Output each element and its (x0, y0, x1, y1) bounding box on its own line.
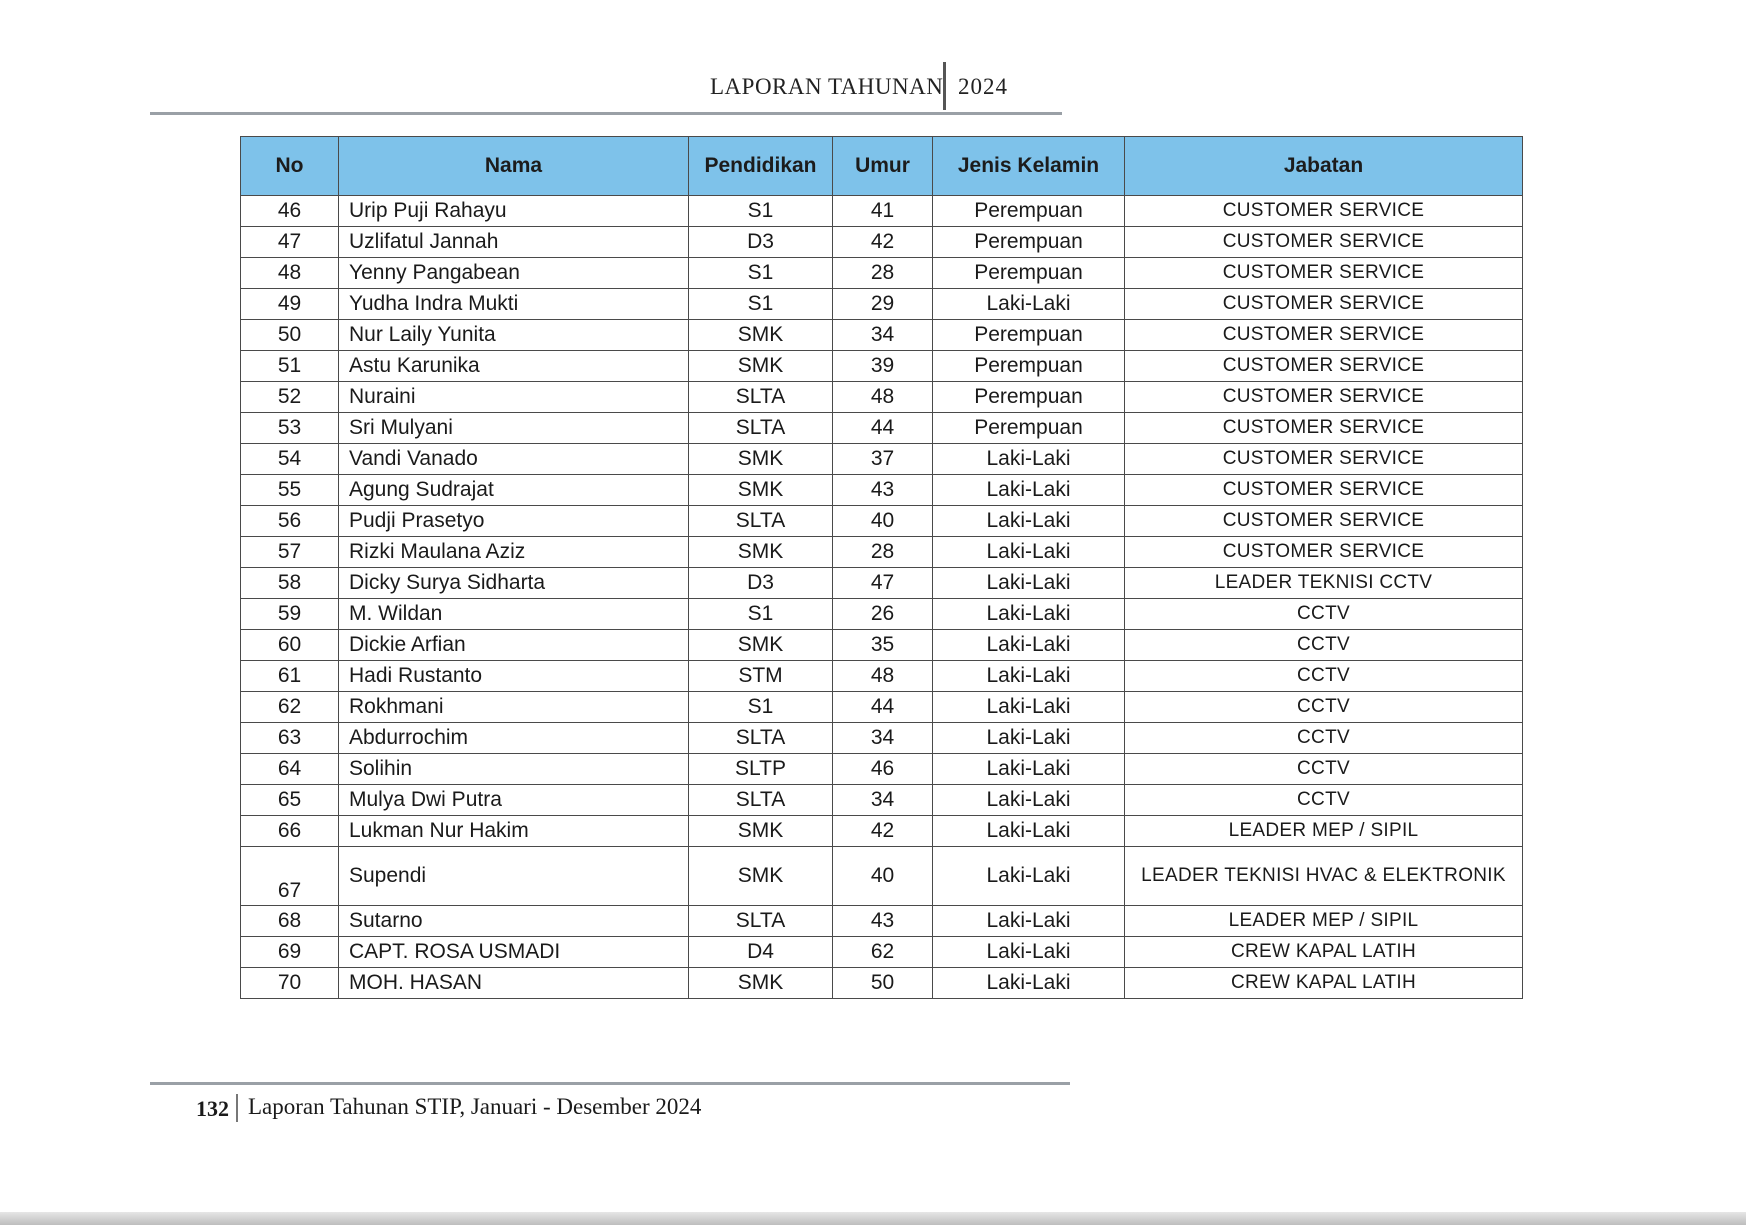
cell-no: 47 (241, 227, 339, 258)
cell-pendidikan: SMK (689, 537, 833, 568)
table-row (241, 196, 1523, 227)
cell-nama: Nur Laily Yunita (339, 320, 689, 351)
cell-no: 68 (241, 906, 339, 937)
cell-jenis-kelamin: Laki-Laki (933, 692, 1125, 723)
cell-umur: 34 (833, 785, 933, 816)
cell-pendidikan: S1 (689, 258, 833, 289)
cell-jabatan: LEADER MEP / SIPIL (1125, 816, 1523, 847)
cell-no: 50 (241, 320, 339, 351)
cell-nama: Urip Puji Rahayu (339, 196, 689, 227)
cell-nama: MOH. HASAN (339, 968, 689, 999)
cell-pendidikan: SLTP (689, 754, 833, 785)
cell-jenis-kelamin: Laki-Laki (933, 723, 1125, 754)
table-row (241, 723, 1523, 754)
cell-jabatan: CUSTOMER SERVICE (1125, 258, 1523, 289)
cell-umur: 44 (833, 692, 933, 723)
col-header-pendidikan: Pendidikan (689, 137, 833, 196)
cell-nama: Hadi Rustanto (339, 661, 689, 692)
table-row (241, 475, 1523, 506)
cell-umur: 29 (833, 289, 933, 320)
cell-pendidikan: SMK (689, 444, 833, 475)
cell-nama: Lukman Nur Hakim (339, 816, 689, 847)
cell-jabatan: CCTV (1125, 754, 1523, 785)
cell-no: 48 (241, 258, 339, 289)
cell-jabatan: CREW KAPAL LATIH (1125, 968, 1523, 999)
cell-no: 64 (241, 754, 339, 785)
cell-nama: Dickie Arfian (339, 630, 689, 661)
cell-jenis-kelamin: Laki-Laki (933, 785, 1125, 816)
cell-nama: Vandi Vanado (339, 444, 689, 475)
cell-nama: Solihin (339, 754, 689, 785)
cell-no: 66 (241, 816, 339, 847)
cell-pendidikan: SLTA (689, 413, 833, 444)
table-row (241, 351, 1523, 382)
table-row (241, 816, 1523, 847)
header-divider (943, 62, 946, 110)
cell-pendidikan: SMK (689, 351, 833, 382)
cell-jabatan: CUSTOMER SERVICE (1125, 196, 1523, 227)
cell-nama: Dicky Surya Sidharta (339, 568, 689, 599)
cell-umur: 40 (833, 847, 933, 906)
cell-jenis-kelamin: Laki-Laki (933, 568, 1125, 599)
cell-nama: CAPT. ROSA USMADI (339, 937, 689, 968)
cell-jenis-kelamin: Perempuan (933, 320, 1125, 351)
cell-umur: 46 (833, 754, 933, 785)
cell-pendidikan: D4 (689, 937, 833, 968)
cell-umur: 42 (833, 227, 933, 258)
cell-no: 56 (241, 506, 339, 537)
cell-no: 53 (241, 413, 339, 444)
cell-no: 59 (241, 599, 339, 630)
cell-nama: Yenny Pangabean (339, 258, 689, 289)
cell-nama: Sutarno (339, 906, 689, 937)
table-row (241, 537, 1523, 568)
header-rule (150, 112, 1062, 115)
table-row (241, 506, 1523, 537)
cell-umur: 44 (833, 413, 933, 444)
cell-umur: 48 (833, 382, 933, 413)
cell-no: 61 (241, 661, 339, 692)
cell-umur: 62 (833, 937, 933, 968)
cell-nama: Uzlifatul Jannah (339, 227, 689, 258)
cell-jabatan: CUSTOMER SERVICE (1125, 320, 1523, 351)
cell-nama: Agung Sudrajat (339, 475, 689, 506)
cell-nama: Supendi (339, 847, 689, 906)
footer-caption: Laporan Tahunan STIP, Januari - Desember 2024 (248, 1094, 702, 1119)
cell-no: 60 (241, 630, 339, 661)
cell-umur: 48 (833, 661, 933, 692)
cell-jenis-kelamin: Laki-Laki (933, 599, 1125, 630)
cell-jenis-kelamin: Perempuan (933, 196, 1125, 227)
scan-edge-shadow (0, 1212, 1746, 1225)
table-row (241, 661, 1523, 692)
table-head (241, 137, 1523, 196)
cell-no: 51 (241, 351, 339, 382)
cell-jabatan: CUSTOMER SERVICE (1125, 351, 1523, 382)
col-header-no: No (241, 137, 339, 196)
cell-umur: 43 (833, 475, 933, 506)
cell-no: 69 (241, 937, 339, 968)
cell-umur: 47 (833, 568, 933, 599)
cell-jabatan: CREW KAPAL LATIH (1125, 937, 1523, 968)
cell-no: 52 (241, 382, 339, 413)
cell-nama: Abdurrochim (339, 723, 689, 754)
cell-nama: Astu Karunika (339, 351, 689, 382)
cell-pendidikan: STM (689, 661, 833, 692)
cell-jenis-kelamin: Laki-Laki (933, 506, 1125, 537)
cell-jabatan: CUSTOMER SERVICE (1125, 475, 1523, 506)
footer-divider (236, 1094, 238, 1122)
table-row (241, 382, 1523, 413)
cell-nama: Yudha Indra Mukti (339, 289, 689, 320)
cell-pendidikan: SLTA (689, 723, 833, 754)
cell-umur: 37 (833, 444, 933, 475)
cell-pendidikan: SMK (689, 847, 833, 906)
col-header-nama: Nama (339, 137, 689, 196)
cell-jenis-kelamin: Laki-Laki (933, 906, 1125, 937)
cell-umur: 26 (833, 599, 933, 630)
cell-no: 55 (241, 475, 339, 506)
cell-jabatan: CUSTOMER SERVICE (1125, 444, 1523, 475)
cell-no: 70 (241, 968, 339, 999)
cell-nama: Mulya Dwi Putra (339, 785, 689, 816)
cell-jabatan: CUSTOMER SERVICE (1125, 382, 1523, 413)
table-row (241, 568, 1523, 599)
cell-pendidikan: SLTA (689, 785, 833, 816)
cell-jabatan: CCTV (1125, 630, 1523, 661)
cell-jabatan: CCTV (1125, 785, 1523, 816)
cell-pendidikan: SLTA (689, 506, 833, 537)
table-row (241, 289, 1523, 320)
table-row (241, 692, 1523, 723)
table-row (241, 754, 1523, 785)
cell-jenis-kelamin: Laki-Laki (933, 968, 1125, 999)
cell-jabatan: CCTV (1125, 692, 1523, 723)
cell-no: 57 (241, 537, 339, 568)
cell-nama: M. Wildan (339, 599, 689, 630)
page-header (150, 62, 1062, 114)
cell-jabatan: CUSTOMER SERVICE (1125, 537, 1523, 568)
page-number: 132 (196, 1096, 229, 1121)
cell-umur: 50 (833, 968, 933, 999)
cell-no: 67 (241, 847, 339, 906)
cell-pendidikan: S1 (689, 692, 833, 723)
table-row (241, 413, 1523, 444)
cell-jenis-kelamin: Laki-Laki (933, 847, 1125, 906)
cell-pendidikan: S1 (689, 289, 833, 320)
cell-jenis-kelamin: Laki-Laki (933, 816, 1125, 847)
table-row (241, 227, 1523, 258)
cell-umur: 34 (833, 723, 933, 754)
cell-jabatan: CUSTOMER SERVICE (1125, 506, 1523, 537)
cell-jabatan: CUSTOMER SERVICE (1125, 227, 1523, 258)
cell-no: 63 (241, 723, 339, 754)
cell-jenis-kelamin: Perempuan (933, 258, 1125, 289)
cell-no: 46 (241, 196, 339, 227)
cell-jabatan: LEADER TEKNISI CCTV (1125, 568, 1523, 599)
cell-no: 58 (241, 568, 339, 599)
cell-umur: 40 (833, 506, 933, 537)
table-row (241, 785, 1523, 816)
table-row (241, 847, 1523, 906)
cell-pendidikan: SMK (689, 320, 833, 351)
report-title: LAPORAN TAHUNAN (710, 74, 944, 99)
table-body (241, 196, 1523, 999)
cell-nama: Pudji Prasetyo (339, 506, 689, 537)
staff-table (240, 136, 1523, 999)
cell-jenis-kelamin: Laki-Laki (933, 754, 1125, 785)
table-row (241, 630, 1523, 661)
cell-jabatan: CCTV (1125, 599, 1523, 630)
cell-umur: 42 (833, 816, 933, 847)
cell-jenis-kelamin: Perempuan (933, 227, 1125, 258)
cell-umur: 39 (833, 351, 933, 382)
cell-pendidikan: SMK (689, 630, 833, 661)
header-row (241, 137, 1523, 196)
cell-jabatan: CCTV (1125, 661, 1523, 692)
table-row (241, 968, 1523, 999)
cell-jenis-kelamin: Laki-Laki (933, 630, 1125, 661)
cell-pendidikan: SMK (689, 816, 833, 847)
cell-pendidikan: SMK (689, 968, 833, 999)
report-year: 2024 (958, 74, 1008, 99)
cell-jabatan: CCTV (1125, 723, 1523, 754)
cell-umur: 41 (833, 196, 933, 227)
cell-no: 62 (241, 692, 339, 723)
cell-jabatan: CUSTOMER SERVICE (1125, 289, 1523, 320)
table-row (241, 320, 1523, 351)
cell-nama: Nuraini (339, 382, 689, 413)
cell-pendidikan: D3 (689, 227, 833, 258)
cell-jenis-kelamin: Laki-Laki (933, 289, 1125, 320)
cell-no: 49 (241, 289, 339, 320)
table-row (241, 599, 1523, 630)
cell-umur: 28 (833, 258, 933, 289)
cell-jenis-kelamin: Laki-Laki (933, 537, 1125, 568)
table-row (241, 258, 1523, 289)
cell-pendidikan: S1 (689, 196, 833, 227)
cell-pendidikan: D3 (689, 568, 833, 599)
cell-nama: Rokhmani (339, 692, 689, 723)
cell-umur: 43 (833, 906, 933, 937)
cell-jabatan: LEADER TEKNISI HVAC & ELEKTRONIK (1125, 847, 1523, 906)
cell-pendidikan: S1 (689, 599, 833, 630)
footer-rule (150, 1082, 1070, 1085)
cell-jabatan: CUSTOMER SERVICE (1125, 413, 1523, 444)
cell-no: 65 (241, 785, 339, 816)
table-row (241, 444, 1523, 475)
cell-pendidikan: SLTA (689, 906, 833, 937)
cell-jabatan: LEADER MEP / SIPIL (1125, 906, 1523, 937)
cell-jenis-kelamin: Perempuan (933, 382, 1125, 413)
cell-nama: Sri Mulyani (339, 413, 689, 444)
cell-umur: 35 (833, 630, 933, 661)
cell-jenis-kelamin: Laki-Laki (933, 444, 1125, 475)
cell-umur: 34 (833, 320, 933, 351)
cell-jenis-kelamin: Laki-Laki (933, 475, 1125, 506)
table-row (241, 937, 1523, 968)
cell-pendidikan: SMK (689, 475, 833, 506)
cell-jenis-kelamin: Laki-Laki (933, 937, 1125, 968)
cell-nama: Rizki Maulana Aziz (339, 537, 689, 568)
col-header-jenis-kelamin: Jenis Kelamin (933, 137, 1125, 196)
col-header-jabatan: Jabatan (1125, 137, 1523, 196)
cell-no: 54 (241, 444, 339, 475)
cell-jenis-kelamin: Perempuan (933, 413, 1125, 444)
col-header-umur: Umur (833, 137, 933, 196)
cell-umur: 28 (833, 537, 933, 568)
table-row (241, 906, 1523, 937)
cell-jenis-kelamin: Perempuan (933, 351, 1125, 382)
cell-pendidikan: SLTA (689, 382, 833, 413)
page-footer (150, 1082, 1070, 1122)
cell-jenis-kelamin: Laki-Laki (933, 661, 1125, 692)
